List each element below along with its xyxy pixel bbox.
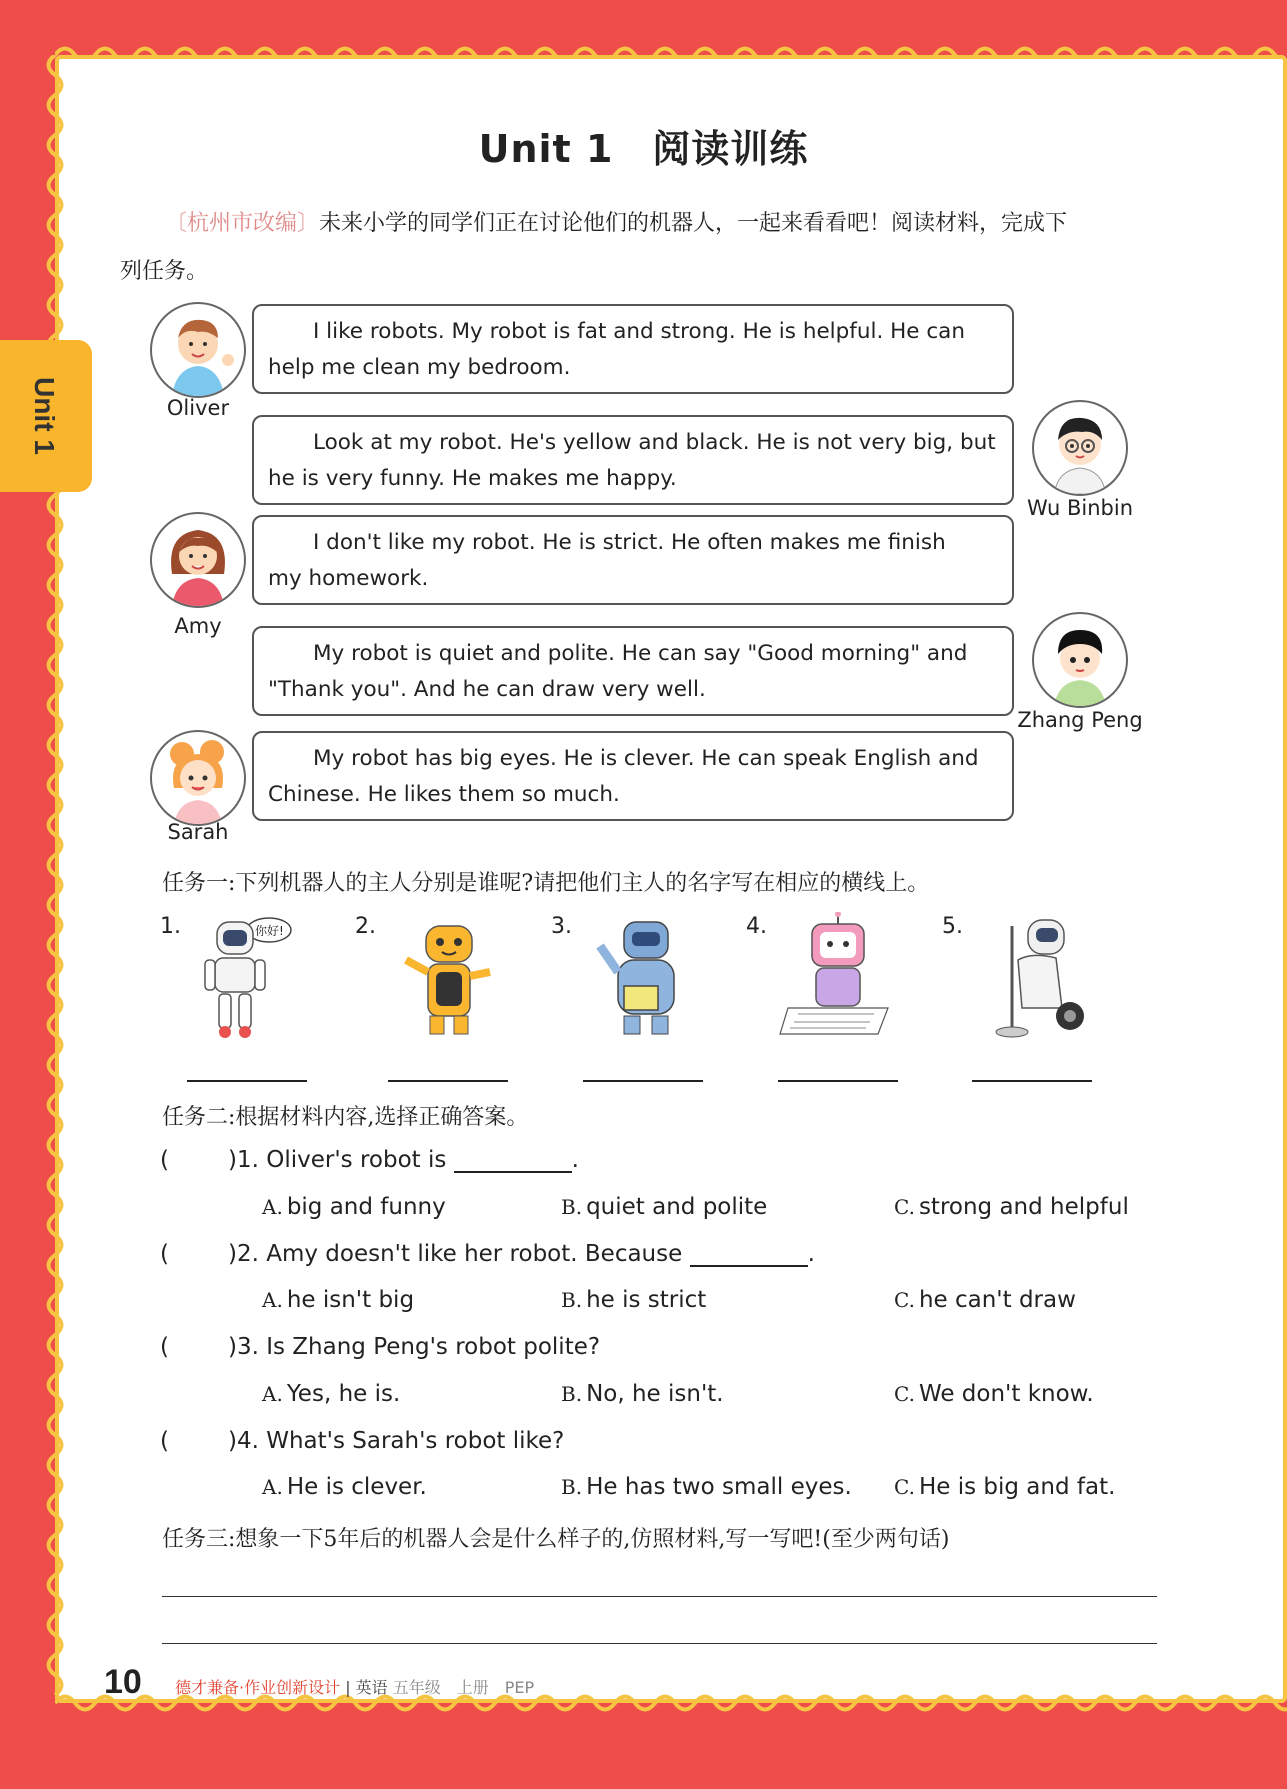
option-b[interactable]: B. he is strict: [561, 1287, 707, 1313]
sarah-name-label: Sarah: [167, 820, 229, 844]
answer-bracket[interactable]: (: [160, 1241, 169, 1267]
oliver-speech-line1: I like robots. My robot is fat and strong. He is helpful. He can: [313, 319, 965, 344]
page-number: 10: [104, 1663, 142, 1701]
sarah-speech-line2: Chinese. He likes them so much.: [268, 782, 620, 807]
footer-brand: 德才兼备·作业创新设计: [175, 1678, 341, 1697]
intro-text-line2: 列任务。: [120, 259, 209, 284]
wu-binbin-speech-bubble: [252, 415, 1014, 505]
option-a[interactable]: A. Yes, he is.: [262, 1381, 401, 1407]
answer-bracket[interactable]: (: [160, 1334, 169, 1360]
task2-question-3: ( )3. Is Zhang Peng's robot polite?: [160, 1334, 601, 1360]
task2-question-2: ( )2. Amy doesn't like her robot. Because .: [160, 1241, 815, 1267]
option-c[interactable]: C. He is big and fat.: [894, 1474, 1116, 1500]
zhang-peng-speech-line1: My robot is quiet and polite. He can say "Good morning" and: [313, 641, 968, 666]
option-a[interactable]: A. big and funny: [262, 1194, 446, 1220]
robot-1-speech-text: 你好!: [255, 924, 284, 938]
task1-answer-blank-3[interactable]: [583, 1080, 703, 1082]
amy-speech-line2: my homework.: [268, 566, 429, 591]
option-c[interactable]: C. strong and helpful: [894, 1194, 1129, 1220]
intro-paragraph: [120, 200, 1165, 296]
wu-binbin-speech-line2: he is very funny. He makes me happy.: [268, 466, 677, 491]
task1-item-number: 3.: [551, 914, 572, 939]
task3-heading: 任务三:想象一下5年后的机器人会是什么样子的,仿照材料,写一写吧!(至少两句话): [162, 1527, 950, 1552]
oliver-avatar: [150, 302, 246, 398]
task2-question-1: ( )1. Oliver's robot is .: [160, 1147, 579, 1173]
option-c[interactable]: C. he can't draw: [894, 1287, 1076, 1313]
oliver-name-label: Oliver: [166, 396, 230, 420]
task1-item-number: 4.: [746, 914, 767, 939]
task2-question-4: ( )4. What's Sarah's robot like?: [160, 1428, 565, 1454]
fill-blank[interactable]: [690, 1241, 808, 1267]
sarah-speech-line1: My robot has big eyes. He is clever. He can speak English and: [313, 746, 979, 771]
task1-answer-blank-2[interactable]: [388, 1080, 508, 1082]
zhang-peng-name-label: Zhang Peng: [1017, 708, 1143, 732]
wu-binbin-speech-line1: Look at my robot. He's yellow and black. He is not very big, but: [313, 430, 996, 455]
writing-line[interactable]: [162, 1643, 1157, 1644]
answer-bracket[interactable]: (: [160, 1147, 169, 1173]
footer-series-info: [175, 1675, 534, 1698]
amy-name-label: Amy: [174, 614, 222, 638]
robot-5-cleaning-image: [972, 912, 1092, 1042]
sarah-avatar: [150, 730, 246, 826]
writing-line[interactable]: [162, 1596, 1157, 1597]
task1-item-number: 2.: [355, 914, 376, 939]
footer-grade: 五年级 上册 PEP: [392, 1678, 535, 1697]
robot-1-humanoid-image: [185, 912, 305, 1042]
option-c[interactable]: C. We don't know.: [894, 1381, 1094, 1407]
task1-item-number: 1.: [160, 914, 181, 939]
task1-answer-blank-5[interactable]: [972, 1080, 1092, 1082]
intro-text-line1: 未来小学的同学们正在讨论他们的机器人，一起来看看吧！阅读材料，完成下: [319, 211, 1068, 236]
task1-heading: 任务一:下列机器人的主人分别是谁呢?请把他们主人的名字写在相应的横线上。: [162, 871, 930, 896]
zhang-peng-avatar: [1032, 612, 1128, 708]
robot-3-blue-reading-image: [588, 912, 708, 1042]
footer-separator: |: [345, 1678, 351, 1697]
fill-blank[interactable]: [454, 1147, 572, 1173]
option-b[interactable]: B. No, he isn't.: [561, 1381, 724, 1407]
option-a[interactable]: A. He is clever.: [262, 1474, 427, 1500]
robot-2-orange-image: [390, 912, 510, 1042]
page-title: Unit 1 阅读训练: [478, 127, 809, 171]
zhang-peng-speech-bubble: [252, 626, 1014, 716]
task1-answer-blank-1[interactable]: [187, 1080, 307, 1082]
wu-binbin-name-label: Wu Binbin: [1026, 496, 1134, 520]
intro-source: 〔杭州市改编〕: [165, 211, 320, 236]
amy-speech-line1: I don't like my robot. He is strict. He often makes me finish: [313, 530, 946, 555]
oliver-speech-bubble: [252, 304, 1014, 394]
amy-speech-bubble: [252, 515, 1014, 605]
unit-side-tab[interactable]: [0, 340, 92, 492]
zhang-peng-speech-line2: "Thank you". And he can draw very well.: [268, 677, 706, 702]
option-a[interactable]: A. he isn't big: [262, 1287, 415, 1313]
sarah-speech-bubble: [252, 731, 1014, 821]
task1-answer-blank-4[interactable]: [778, 1080, 898, 1082]
wu-binbin-avatar: [1032, 400, 1128, 496]
amy-avatar: [150, 512, 246, 608]
option-b[interactable]: B. quiet and polite: [561, 1194, 768, 1220]
option-b[interactable]: B. He has two small eyes.: [561, 1474, 852, 1500]
answer-bracket[interactable]: (: [160, 1428, 169, 1454]
robot-4-pink-drawing-image: [778, 912, 898, 1042]
oliver-speech-line2: help me clean my bedroom.: [268, 355, 571, 380]
unit-side-tab-label: Unit 1: [29, 377, 60, 455]
footer-subject: 英语: [355, 1678, 388, 1697]
task2-heading: 任务二:根据材料内容,选择正确答案。: [162, 1105, 529, 1130]
decorative-wave-border-left: [42, 55, 68, 1703]
task1-item-number: 5.: [942, 914, 963, 939]
